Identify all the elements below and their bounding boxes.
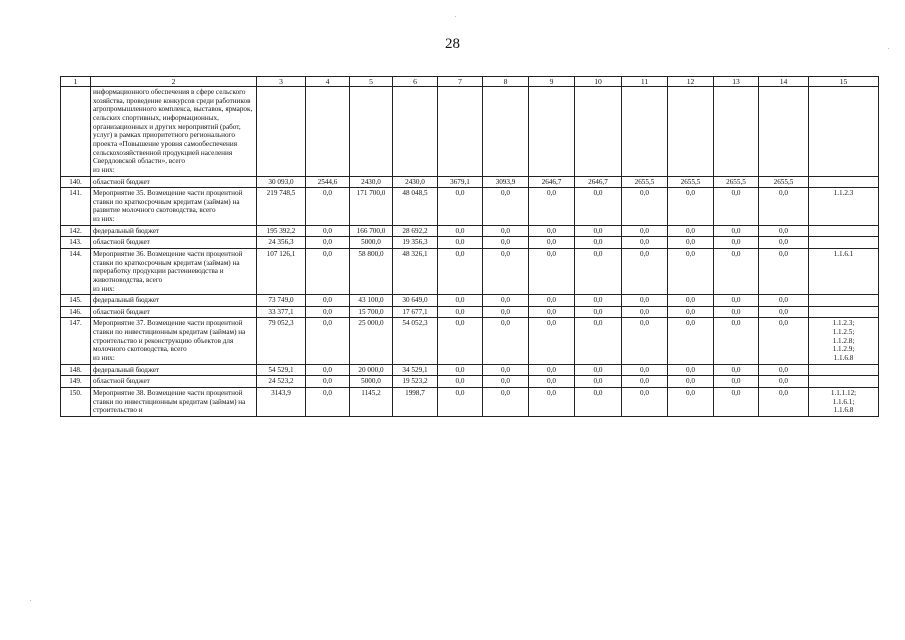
amount-cell: 0,0 [575,249,622,295]
amount-cell: 20 000,0 [350,364,393,376]
amount-cell: 0,0 [622,237,668,249]
row-description: областной бюджет [91,306,257,318]
table-row [61,87,879,176]
amount-cell: 0,0 [668,225,714,237]
amount-cell: 2646,7 [529,176,575,188]
amount-cell: 2655,5 [668,176,714,188]
amount-cell: 0,0 [759,225,809,237]
amount-cell: 43 100,0 [350,295,393,307]
amount-cell: 24 523,2 [257,376,306,388]
amount-cell: 0,0 [438,237,483,249]
table-row [61,306,879,318]
amount-cell: 19 523,2 [393,376,438,388]
column-header: 11 [622,77,668,87]
column-header: 13 [714,77,759,87]
amount-cell: 0,0 [529,364,575,376]
amount-cell: 0,0 [529,387,575,416]
amount-cell: 0,0 [483,376,529,388]
amount-cell: 0,0 [714,387,759,416]
amount-cell [393,87,438,176]
amount-cell: 0,0 [714,188,759,226]
table-row [61,364,879,376]
row-number: 144. [61,249,91,295]
column-header: 2 [91,77,257,87]
amount-cell: 0,0 [438,387,483,416]
amount-cell: 0,0 [575,318,622,364]
table-row [61,318,879,364]
amount-cell: 0,0 [575,376,622,388]
table-row [61,249,879,295]
amount-cell: 0,0 [306,387,350,416]
row-number: 140. [61,176,91,188]
amount-cell: 3679,1 [438,176,483,188]
amount-cell: 0,0 [438,364,483,376]
scan-speck [455,16,456,17]
row-number: 147. [61,318,91,364]
amount-cell: 54 529,1 [257,364,306,376]
row-description: Мероприятие 37. Возмещение части процентной ставки по инвестиционным кредитам (займам) на строительство и реконструкцию объектов для молочного скотоводства, всего из них: [91,318,257,364]
row-description: областной бюджет [91,176,257,188]
table-row [61,376,879,388]
amount-cell: 0,0 [483,237,529,249]
amount-cell: 48 326,1 [393,249,438,295]
amount-cell: 0,0 [622,318,668,364]
amount-cell: 0,0 [714,225,759,237]
amount-cell [257,87,306,176]
row-number: 150. [61,387,91,416]
amount-cell: 0,0 [714,306,759,318]
indicator-reference: 1.1.1.12; 1.1.6.1; 1.1.6.8 [809,387,879,416]
amount-cell: 0,0 [306,249,350,295]
table-row [61,188,879,226]
indicator-reference [809,237,879,249]
column-header: 15 [809,77,879,87]
amount-cell: 0,0 [622,306,668,318]
amount-cell: 0,0 [575,306,622,318]
indicator-reference [809,376,879,388]
amount-cell: 0,0 [306,188,350,226]
amount-cell: 0,0 [622,225,668,237]
amount-cell: 0,0 [306,364,350,376]
amount-cell: 54 052,3 [393,318,438,364]
column-header: 9 [529,77,575,87]
amount-cell: 0,0 [714,364,759,376]
row-number: 141. [61,188,91,226]
amount-cell: 0,0 [438,225,483,237]
amount-cell: 219 748,5 [257,188,306,226]
amount-cell: 0,0 [483,295,529,307]
amount-cell: 0,0 [622,364,668,376]
scan-speck [30,600,31,601]
amount-cell: 73 749,0 [257,295,306,307]
amount-cell: 0,0 [438,318,483,364]
amount-cell: 24 356,3 [257,237,306,249]
amount-cell [668,87,714,176]
row-description: областной бюджет [91,237,257,249]
amount-cell: 0,0 [529,249,575,295]
amount-cell: 0,0 [529,376,575,388]
amount-cell: 0,0 [622,188,668,226]
row-number [61,87,91,176]
row-description: федеральный бюджет [91,295,257,307]
amount-cell: 0,0 [668,295,714,307]
amount-cell: 0,0 [483,364,529,376]
amount-cell: 25 000,0 [350,318,393,364]
row-number: 143. [61,237,91,249]
amount-cell: 0,0 [306,237,350,249]
amount-cell: 0,0 [668,318,714,364]
amount-cell: 0,0 [714,376,759,388]
amount-cell: 0,0 [622,249,668,295]
amount-cell: 0,0 [622,387,668,416]
amount-cell: 15 700,0 [350,306,393,318]
indicator-reference [809,306,879,318]
amount-cell: 0,0 [622,295,668,307]
amount-cell [575,87,622,176]
amount-cell: 0,0 [759,306,809,318]
amount-cell: 30 649,0 [393,295,438,307]
indicator-reference [809,225,879,237]
amount-cell: 19 356,3 [393,237,438,249]
column-header: 3 [257,77,306,87]
amount-cell: 2544,6 [306,176,350,188]
amount-cell: 0,0 [759,376,809,388]
amount-cell: 0,0 [306,225,350,237]
amount-cell: 2655,5 [714,176,759,188]
column-header: 5 [350,77,393,87]
amount-cell: 34 529,1 [393,364,438,376]
amount-cell: 17 677,1 [393,306,438,318]
amount-cell: 0,0 [529,318,575,364]
amount-cell: 0,0 [483,306,529,318]
scan-speck [888,48,889,49]
column-header: 6 [393,77,438,87]
amount-cell: 0,0 [714,318,759,364]
amount-cell: 2646,7 [575,176,622,188]
amount-cell: 0,0 [483,249,529,295]
amount-cell: 0,0 [759,364,809,376]
row-description: информационного обеспечения в сфере сельского хозяйства, проведение конкурсов среди работников агропромышленного комплекса, выставок, ярмарок, сельских спортивных, информационных, организационных и других мероприятий (работ, услуг) в рамках приоритетного регионального проекта «Повышение уровня самообеспечения сельскохозяйственной продукцией населения Свердловской области», всего из них: [91,87,257,176]
amount-cell [529,87,575,176]
row-description: Мероприятие 38. Возмещение части процентной ставки по инвестиционным кредитам (займам) на строительство и [91,387,257,416]
amount-cell: 0,0 [438,306,483,318]
amount-cell: 3093,9 [483,176,529,188]
row-description: областной бюджет [91,376,257,388]
amount-cell: 0,0 [483,225,529,237]
indicator-reference [809,295,879,307]
amount-cell: 0,0 [668,306,714,318]
amount-cell: 0,0 [483,387,529,416]
column-header: 14 [759,77,809,87]
column-header: 1 [61,77,91,87]
amount-cell [306,87,350,176]
amount-cell: 0,0 [575,295,622,307]
amount-cell: 0,0 [622,376,668,388]
row-number: 146. [61,306,91,318]
amount-cell: 48 048,5 [393,188,438,226]
amount-cell: 0,0 [759,295,809,307]
amount-cell: 0,0 [668,387,714,416]
amount-cell: 0,0 [306,376,350,388]
table-row [61,225,879,237]
amount-cell: 5000,0 [350,376,393,388]
column-header: 12 [668,77,714,87]
amount-cell: 0,0 [438,188,483,226]
amount-cell: 0,0 [714,249,759,295]
amount-cell [622,87,668,176]
amount-cell: 0,0 [306,295,350,307]
amount-cell [483,87,529,176]
amount-cell: 1145,2 [350,387,393,416]
row-number: 145. [61,295,91,307]
amount-cell: 0,0 [575,225,622,237]
amount-cell: 0,0 [438,295,483,307]
amount-cell: 0,0 [529,295,575,307]
amount-cell: 5000,0 [350,237,393,249]
page-number: 28 [445,36,460,52]
amount-cell: 28 692,2 [393,225,438,237]
amount-cell: 0,0 [668,249,714,295]
amount-cell: 0,0 [529,306,575,318]
amount-cell: 2655,5 [759,176,809,188]
amount-cell [759,87,809,176]
row-number: 142. [61,225,91,237]
row-description: федеральный бюджет [91,225,257,237]
amount-cell: 0,0 [668,376,714,388]
indicator-reference: 1.1.2.3; 1.1.2.5; 1.1.2.8; 1.1.2.9; 1.1.6.8 [809,318,879,364]
amount-cell: 0,0 [529,237,575,249]
amount-cell: 0,0 [438,376,483,388]
amount-cell: 171 700,0 [350,188,393,226]
amount-cell [350,87,393,176]
amount-cell: 195 392,2 [257,225,306,237]
amount-cell [714,87,759,176]
row-description: Мероприятие 36. Возмещение части процентной ставки по краткосрочным кредитам (займам) на переработку продукции растениеводства и животноводства, всего из них: [91,249,257,295]
column-header: 8 [483,77,529,87]
amount-cell: 0,0 [668,188,714,226]
amount-cell: 0,0 [575,237,622,249]
amount-cell: 0,0 [483,318,529,364]
amount-cell: 0,0 [575,188,622,226]
amount-cell: 0,0 [529,225,575,237]
amount-cell: 0,0 [759,318,809,364]
row-number: 148. [61,364,91,376]
amount-cell: 0,0 [529,188,575,226]
table-row [61,295,879,307]
amount-cell: 0,0 [438,249,483,295]
column-header: 4 [306,77,350,87]
amount-cell: 0,0 [714,295,759,307]
amount-cell: 0,0 [306,306,350,318]
amount-cell: 107 126,1 [257,249,306,295]
indicator-reference [809,176,879,188]
amount-cell: 0,0 [306,318,350,364]
amount-cell: 1998,7 [393,387,438,416]
row-number: 149. [61,376,91,388]
column-header: 7 [438,77,483,87]
table-row [61,387,879,416]
table-row [61,176,879,188]
header-row [61,77,879,87]
amount-cell: 0,0 [575,387,622,416]
budget-table [60,76,879,417]
amount-cell [438,87,483,176]
amount-cell: 79 052,3 [257,318,306,364]
row-description: федеральный бюджет [91,364,257,376]
amount-cell: 0,0 [759,188,809,226]
amount-cell: 30 093,0 [257,176,306,188]
amount-cell: 3143,9 [257,387,306,416]
indicator-reference [809,364,879,376]
amount-cell: 0,0 [668,364,714,376]
amount-cell: 33 377,1 [257,306,306,318]
amount-cell: 2430,0 [393,176,438,188]
amount-cell: 0,0 [668,237,714,249]
amount-cell: 0,0 [759,237,809,249]
indicator-reference: 1.1.6.1 [809,249,879,295]
amount-cell: 0,0 [714,237,759,249]
amount-cell: 0,0 [759,387,809,416]
indicator-reference [809,87,879,176]
amount-cell: 58 800,0 [350,249,393,295]
row-description: Мероприятие 35. Возмещение части процентной ставки по краткосрочным кредитам (займам) на развитие молочного скотоводства, всего из них: [91,188,257,226]
amount-cell: 0,0 [759,249,809,295]
column-header: 10 [575,77,622,87]
amount-cell: 2430,0 [350,176,393,188]
amount-cell: 0,0 [483,188,529,226]
indicator-reference: 1.1.2.3 [809,188,879,226]
table-row [61,237,879,249]
amount-cell: 166 700,0 [350,225,393,237]
amount-cell: 0,0 [575,364,622,376]
amount-cell: 2655,5 [622,176,668,188]
